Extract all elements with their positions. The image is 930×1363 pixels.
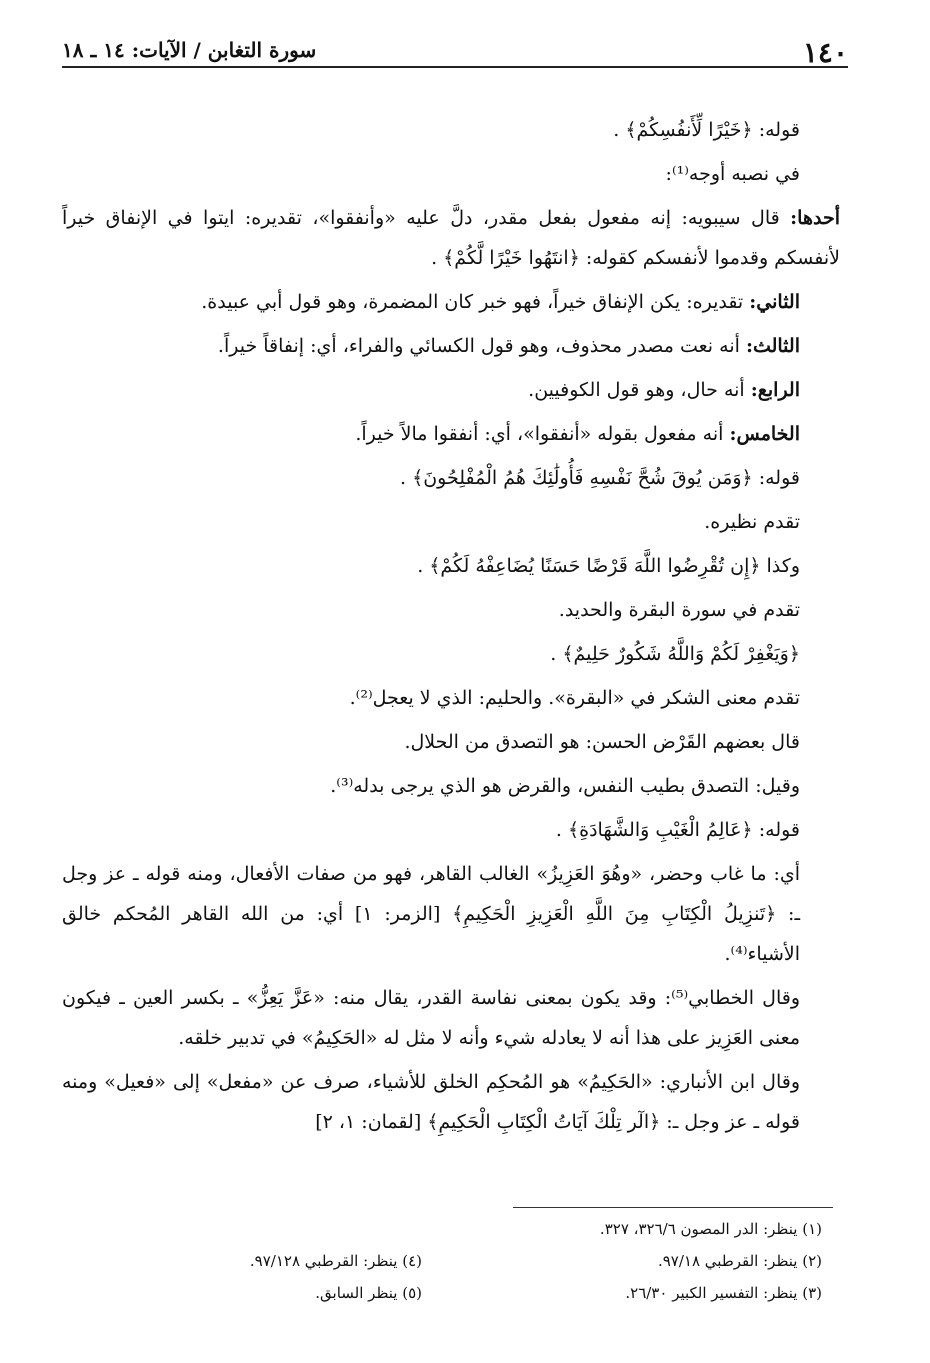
paragraph [62,282,840,322]
header-rule [62,66,848,68]
footnote-row [62,1252,822,1284]
paragraph-lead: الرابع: [750,379,800,401]
footnotes [62,1220,822,1316]
paragraph: قوله: ﴿عَالِمُ الْغَيْبِ وَالشَّهَادَةِ﴾ . [555,819,800,841]
paragraph: قال بعضهم القَرْض الحسن: هو التصدق من الحلال. [404,731,800,753]
footnote-rule [513,1207,833,1208]
paragraph-lead: الخامس: [729,423,800,445]
footnote: (٣) ينظر: التفسير الكبير ٢٦/٣٠. [625,1284,822,1302]
footnote: (٢) ينظر: القرطبي ٩٧/١٨. [657,1252,822,1270]
footnote: (١) ينظر: الدر المصون ٣٢٦/٦، ٣٢٧. [599,1220,822,1238]
paragraph: ﴿وَيَغْفِرْ لَكُمْ وَاللَّهُ شَكُورٌ حَلِيمٌ﴾ . [550,643,800,665]
footnote: (٥) ينظر السابق. [315,1284,422,1302]
paragraph-lead: أحدها: [790,207,840,229]
paragraph: قوله: ﴿وَمَن يُوقَ شُحَّ نَفْسِهِ فَأُولَٰئِكَ هُمُ الْمُفْلِحُونَ﴾ . [399,467,800,489]
paragraph [62,370,840,410]
paragraph-text: أنه حال، وهو قول الكوفيين. [528,379,751,401]
paragraph: قوله: ﴿خَيْرًا لِّأَنفُسِكُمْ﴾ . [613,119,800,141]
footnote: (٤) ينظر: القرطبي ٩٧/١٢٨. [249,1252,422,1270]
footnote-row [62,1284,822,1316]
running-title: سورة التغابن / الآيات: ١٤ ـ ١٨ [62,38,317,62]
paragraph: تقدم معنى الشكر في «البقرة». والحليم: الذي لا يعجل⁽²⁾. [349,687,800,709]
paragraph: وقيل: التصدق بطيب النفس، والقرض هو الذي يرجى بدله⁽³⁾. [330,775,800,797]
footnote-row [62,1220,822,1252]
paragraph-lead: الثالث: [745,335,800,357]
paragraph: أي: ما غاب وحضر، «وهُوَ العَزِيزُ» الغالب القاهر، فهو من صفات الأفعال، ومنه قوله ـ عز وجل ـ: ﴿تَنزِيلُ الْكِتَابِ مِنَ اللَّهِ الْعَزِيزِ الْحَكِيمِ﴾ [الزمر: ١] أي: من الله القاهر المُحكم خالق الأشياء⁽⁴⁾. [62,863,801,965]
paragraph-text: أنه نعت مصدر محذوف، وهو قول الكسائي والفراء، أي: إنفاقاً خيراً. [217,335,746,357]
paragraph-text: أنه مفعول بقوله «أنفقوا»، أي: أنفقوا مالاً خيراً. [355,423,730,445]
paragraph [62,326,840,366]
paragraph: تقدم في سورة البقرة والحديد. [558,599,800,621]
page-number: ١٤٠ [802,36,848,69]
paragraph [62,414,840,454]
paragraph: وقال الخطابي⁽⁵⁾: وقد يكون بمعنى نفاسة القدر، يقال منه: «عَزَّ يَعِزُّ» ـ بكسر العين ـ فيكون معنى العَزِيز على هذا أنه لا يعادله شيء وأنه لا مثل له «الحَكِيمُ» في تدبير خلقه. [62,987,800,1049]
paragraph [62,198,840,278]
paragraph: تقدم نظيره. [704,511,800,533]
paragraph: وقال ابن الأنباري: «الحَكِيمُ» هو المُحكِم الخلق للأشياء، صرف عن «مفعل» إلى «فعيل» ومنه قوله ـ عز وجل ـ: ﴿الٓر تِلْكَ آيَاتُ الْكِتَابِ الْحَكِيمِ﴾ [لقمان: ١، ٢] [62,1071,800,1133]
paragraph: وكذا ﴿إِن تُقْرِضُوا اللَّهَ قَرْضًا حَسَنًا يُضَاعِفْهُ لَكُمْ﴾ . [417,555,800,577]
paragraph-text: قال سيبويه: إنه مفعول بفعل مقدر، دلَّ عليه «وأنفقوا»، تقديره: ايتوا في الإنفاق خيراً لأنفسكم وقدموا لأنفسكم كقوله: ﴿انتَهُوا خَيْرًا لَّكُمْ﴾ . [62,207,840,269]
main-text [62,110,840,1146]
paragraph-text: تقديره: يكن الإنفاق خيراً، فهو خبر كان المضمرة، وهو قول أبي عبيدة. [201,291,750,313]
paragraph-lead: الثاني: [749,291,800,313]
paragraph: في نصبه أوجه⁽¹⁾: [665,163,800,185]
